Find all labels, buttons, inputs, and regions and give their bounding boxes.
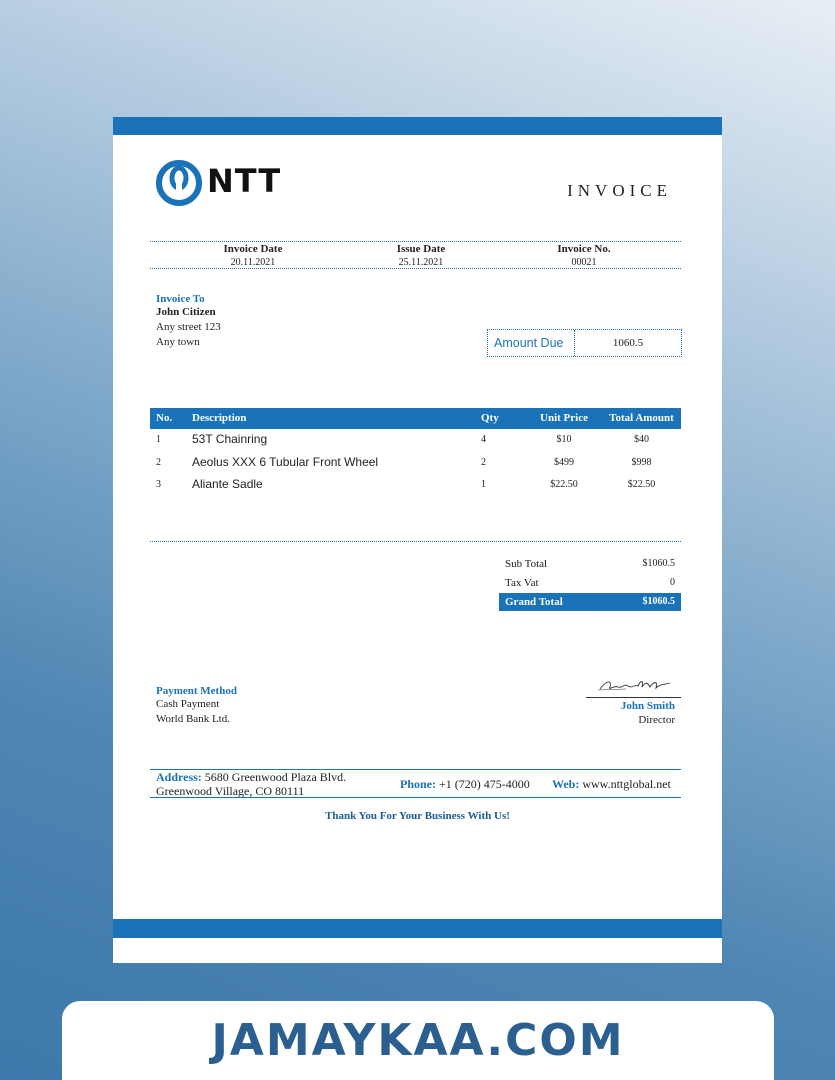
signatory-name: John Smith [620,700,675,712]
amount-due-box [487,329,682,357]
bill-to-town: Any town [156,336,200,348]
cell-unit-price: $22.50 [550,479,578,490]
cell-unit-price: $10 [556,434,572,445]
meta-value: 20.11.2021 [230,257,276,268]
cell-total: $998 [631,457,652,468]
table-row [150,429,681,451]
bottom-accent-bar [113,919,722,938]
cell-qty: 1 [481,479,486,490]
footer-bottom-rule [150,797,681,798]
meta-label: Issue Date [396,243,446,255]
subtotal-value: $1060.5 [642,558,675,569]
tax-label: Tax Vat [505,577,539,589]
items-table-header [150,408,681,429]
table-row [150,474,681,496]
web-label: Web: [552,777,580,791]
col-header-unit-price: Unit Price [540,412,588,424]
address-line1: 5680 Greenwood Plaza Blvd. [204,770,347,784]
invoice-page [113,117,722,963]
cell-description: 53T Chainring [192,432,268,446]
table-end-rule [150,541,681,542]
top-accent-bar [113,117,722,135]
meta-label: Invoice Date [223,243,283,255]
signature-line [586,697,681,698]
footer-web [552,777,671,791]
table-row [150,452,681,474]
grand-total-label: Grand Total [505,596,563,608]
cell-unit-price: $499 [554,457,574,468]
grand-total-row [499,593,681,611]
payment-bank: World Bank Ltd. [156,713,230,725]
cell-no: 2 [156,457,161,468]
amount-due-label: Amount Due [488,330,575,356]
payment-method: Cash Payment [156,698,220,710]
document-title: INVOICE [567,181,672,200]
subtotal-label: Sub Total [505,558,548,570]
meta-label: Invoice No. [557,243,611,255]
cell-qty: 2 [481,457,486,468]
cell-total: $22.50 [627,479,656,490]
col-header-description: Description [192,412,247,424]
watermark-text: JAMAYKAA.COM [211,1015,625,1066]
phone-value: +1 (720) 475-4000 [439,777,530,791]
cell-description: Aeolus XXX 6 Tubular Front Wheel [192,455,379,469]
subtotal-row [499,555,681,573]
bill-to-heading: Invoice To [156,293,205,305]
meta-invoice-date [173,243,333,269]
signatory-title: Director [638,714,675,726]
meta-value: 00021 [571,257,597,268]
meta-value: 25.11.2021 [398,257,444,268]
meta-invoice-number [504,243,664,269]
bill-to-street: Any street 123 [156,321,221,333]
brand-name: NTT [207,162,282,200]
tax-value: 0 [670,577,675,588]
signature-icon [596,675,676,695]
bill-to-block [156,293,221,350]
address-label: Address: [156,770,202,784]
address-line2: Greenwood Village, CO 80111 [156,784,305,798]
tax-row [499,574,681,592]
signatory-block [621,700,675,728]
cell-qty: 4 [481,434,486,445]
col-header-total: Total Amount [609,412,674,424]
phone-label: Phone: [400,777,436,791]
cell-no: 3 [156,479,161,490]
footer-phone [400,777,530,791]
watermark-banner [62,1001,774,1080]
col-header-no: No. [156,412,173,424]
col-header-qty: Qty [481,412,499,424]
payment-block [156,685,237,727]
meta-bottom-rule [150,268,681,269]
footer-address [156,770,346,798]
cell-no: 1 [156,434,161,445]
meta-top-rule [150,241,681,242]
payment-heading: Payment Method [156,685,237,697]
web-value[interactable]: www.nttglobal.net [582,777,671,791]
cell-total: $40 [634,434,649,445]
grand-total-value: $1060.5 [642,596,675,607]
cell-description: Aliante Sadle [192,477,263,491]
bill-to-name: John Citizen [156,306,216,318]
meta-issue-date [341,243,501,269]
thank-you-note: Thank You For Your Business With Us! [325,810,510,822]
amount-due-value: 1060.5 [612,337,644,349]
ntt-ring-logo-icon [155,159,203,207]
